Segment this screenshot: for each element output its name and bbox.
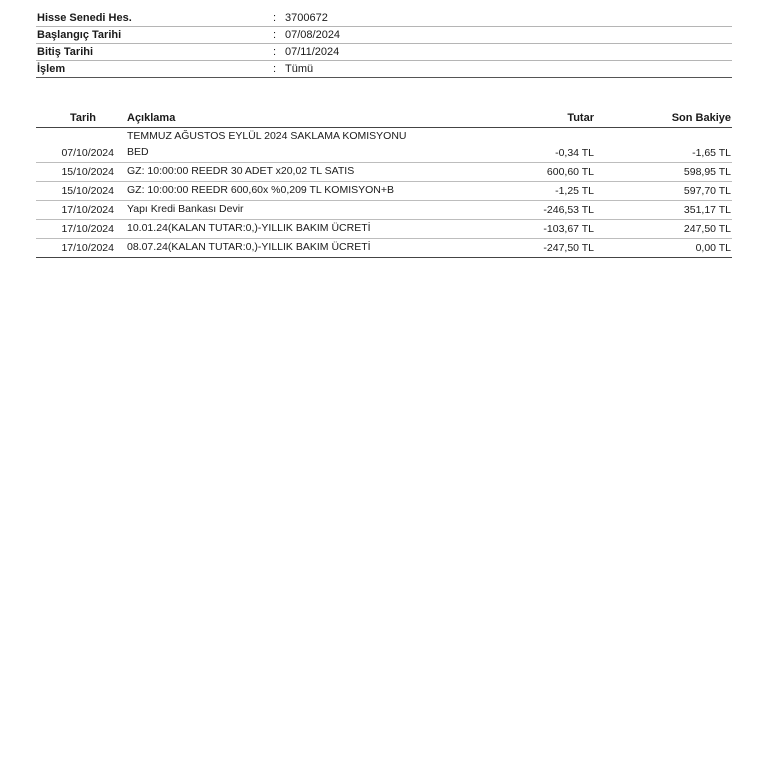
cell-date: 15/10/2024 [61, 166, 114, 178]
cell-description: GZ: 10:00:00 REEDR 30 ADET x20,02 TL SATIS [127, 165, 355, 177]
table-row [36, 163, 732, 182]
info-row-start-date [36, 27, 732, 44]
header-balance: Son Bakiye [671, 112, 731, 124]
info-label: İşlem [37, 63, 66, 75]
cell-date: 07/10/2024 [61, 147, 114, 159]
account-info [36, 10, 732, 78]
table-row [36, 220, 732, 239]
cell-description: 08.07.24(KALAN TUTAR:0,)-YILLIK BAKIM ÜCRETİ [127, 241, 371, 253]
table-header [36, 109, 732, 128]
cell-date: 17/10/2024 [61, 223, 114, 235]
cell-description: Yapı Kredi Bankası Devir [127, 203, 244, 215]
cell-balance: 351,17 TL [683, 204, 731, 216]
info-separator: : [273, 46, 277, 58]
cell-description: 10.01.24(KALAN TUTAR:0,)-YILLIK BAKIM ÜCRETİ [127, 222, 371, 234]
info-row-end-date [36, 44, 732, 61]
cell-description-line2: BED [127, 146, 149, 158]
table-row [36, 128, 732, 163]
header-description: Açıklama [127, 112, 176, 124]
cell-amount: -103,67 TL [543, 223, 594, 235]
table-row [36, 201, 732, 220]
info-separator: : [273, 12, 277, 24]
cell-amount: -0,34 TL [555, 147, 594, 159]
cell-date: 15/10/2024 [61, 185, 114, 197]
info-value: 3700672 [285, 12, 328, 24]
cell-description-line1: TEMMUZ AĞUSTOS EYLÜL 2024 SAKLAMA KOMISYONU [127, 130, 407, 142]
info-row-account [36, 10, 732, 27]
cell-date: 17/10/2024 [61, 242, 114, 254]
table-row [36, 182, 732, 201]
cell-balance: 597,70 TL [683, 185, 731, 197]
cell-date: 17/10/2024 [61, 204, 114, 216]
info-label: Hisse Senedi Hes. [37, 12, 132, 24]
cell-description: GZ: 10:00:00 REEDR 600,60x %0,209 TL KOMISYON+B [127, 184, 395, 196]
info-separator: : [273, 29, 277, 41]
cell-balance: 0,00 TL [695, 242, 731, 254]
info-value: 07/11/2024 [285, 46, 340, 58]
info-value: Tümü [285, 63, 314, 75]
cell-amount: -246,53 TL [543, 204, 594, 216]
info-value: 07/08/2024 [285, 29, 341, 41]
cell-amount: -247,50 TL [543, 242, 594, 254]
transactions-table [36, 109, 732, 258]
cell-balance: 247,50 TL [683, 223, 731, 235]
cell-amount: 600,60 TL [546, 166, 594, 178]
cell-amount: -1,25 TL [555, 185, 594, 197]
info-row-transaction-type [36, 61, 732, 78]
info-label: Bitiş Tarihi [37, 46, 94, 58]
table-row [36, 239, 732, 258]
cell-description [127, 128, 457, 160]
info-label: Başlangıç Tarihi [37, 29, 122, 41]
cell-balance: 598,95 TL [683, 166, 731, 178]
cell-balance: -1,65 TL [692, 147, 731, 159]
header-amount: Tutar [567, 112, 594, 124]
header-date: Tarih [69, 112, 97, 124]
info-separator: : [273, 63, 277, 75]
